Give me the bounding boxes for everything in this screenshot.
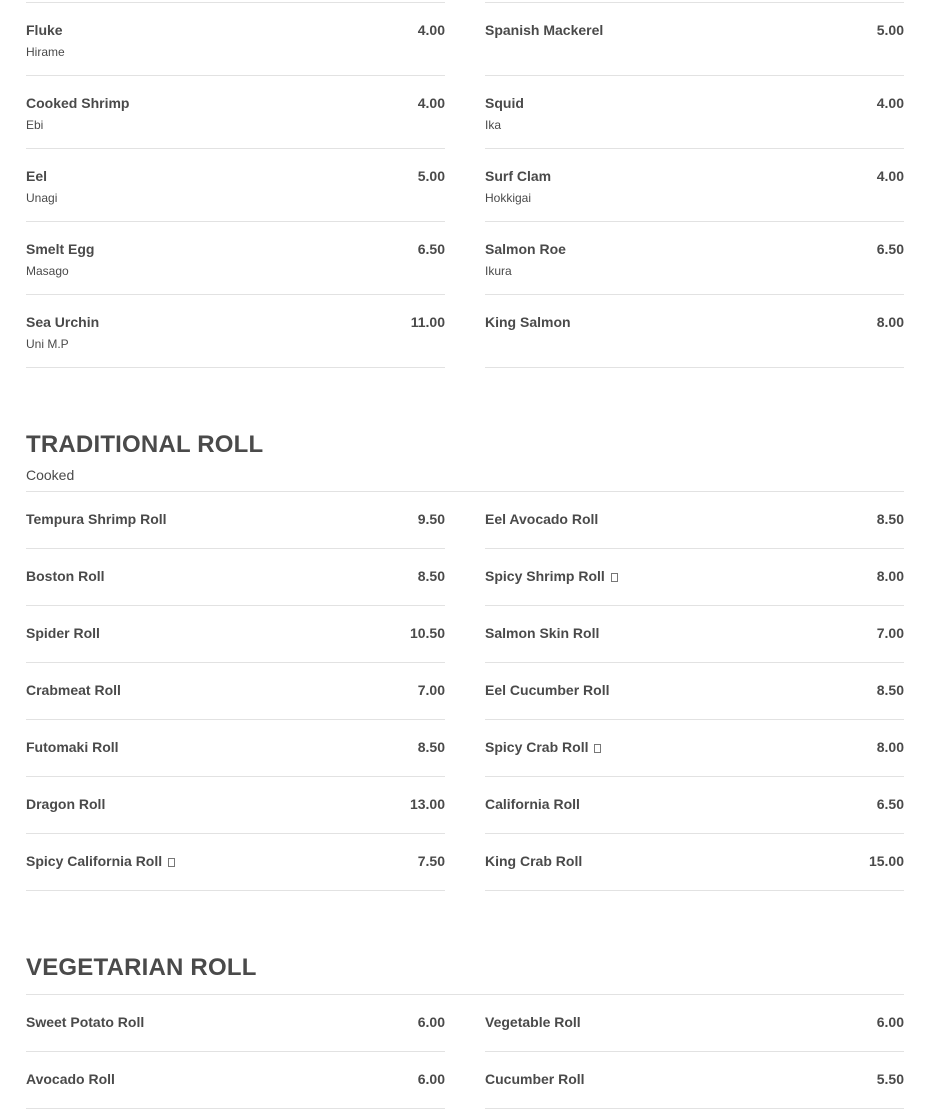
- item-price: 8.50: [417, 739, 445, 755]
- item-price: 8.00: [876, 739, 904, 755]
- item-price: 5.50: [876, 1071, 904, 1087]
- spicy-icon: [594, 744, 601, 753]
- menu-item[interactable]: [26, 1052, 445, 1109]
- item-price: 6.00: [417, 1014, 445, 1030]
- section-title: TRADITIONAL ROLL: [26, 431, 264, 458]
- item-japanese-name: Ika: [485, 118, 502, 132]
- item-name: Cooked Shrimp: [26, 95, 130, 111]
- item-price: 6.50: [876, 796, 904, 812]
- item-name: Smelt Egg: [26, 241, 95, 257]
- item-price: 11.00: [410, 314, 445, 330]
- item-name: Boston Roll: [26, 568, 105, 584]
- traditional-right-column: [485, 492, 904, 891]
- item-name: Spicy California Roll: [26, 853, 175, 869]
- item-japanese-name: Unagi: [26, 191, 58, 205]
- item-price: 8.00: [876, 568, 904, 584]
- item-price: 8.00: [876, 314, 904, 330]
- item-price: 8.50: [876, 682, 904, 698]
- section-title: VEGETARIAN ROLL: [26, 954, 257, 981]
- nigiri-left-column: [26, 3, 445, 368]
- menu-item[interactable]: [485, 295, 904, 368]
- item-name: Spicy Crab Roll: [485, 739, 601, 755]
- item-name: Tempura Shrimp Roll: [26, 511, 167, 527]
- item-name: Eel Cucumber Roll: [485, 682, 610, 698]
- item-price: 8.50: [876, 511, 904, 527]
- item-name: Vegetable Roll: [485, 1014, 581, 1030]
- item-name: Salmon Skin Roll: [485, 625, 600, 641]
- item-price: 6.00: [417, 1071, 445, 1087]
- item-price: 8.50: [417, 568, 445, 584]
- item-name: Crabmeat Roll: [26, 682, 121, 698]
- menu-item[interactable]: [485, 3, 904, 76]
- spicy-icon: [611, 573, 618, 582]
- item-name: Eel: [26, 168, 48, 184]
- menu-item[interactable]: [26, 995, 445, 1052]
- item-price: 7.00: [417, 682, 445, 698]
- item-price: 4.00: [876, 95, 904, 111]
- vegetarian-roll-section: [26, 956, 904, 980]
- item-price: 5.00: [876, 22, 904, 38]
- item-name: Squid: [485, 95, 524, 111]
- item-price: 6.00: [876, 1014, 904, 1030]
- item-price: 4.00: [876, 168, 904, 184]
- menu-item[interactable]: [26, 606, 445, 663]
- item-japanese-name: Ikura: [485, 264, 512, 278]
- item-japanese-name: Hokkigai: [485, 191, 532, 205]
- menu-item[interactable]: [26, 295, 445, 368]
- menu-item[interactable]: [485, 995, 904, 1052]
- nigiri-right-column: [485, 3, 904, 368]
- item-name: Futomaki Roll: [26, 739, 119, 755]
- item-name: California Roll: [485, 796, 580, 812]
- item-price: 10.50: [409, 625, 445, 641]
- item-price: 9.50: [417, 511, 445, 527]
- item-japanese-name: Masago: [26, 264, 69, 278]
- item-name: King Salmon: [485, 314, 571, 330]
- menu-item[interactable]: [26, 222, 445, 295]
- menu-item[interactable]: [26, 149, 445, 222]
- item-price: 5.00: [417, 168, 445, 184]
- item-name: Salmon Roe: [485, 241, 566, 257]
- item-japanese-name: Ebi: [26, 118, 44, 132]
- item-price: 4.00: [417, 22, 445, 38]
- menu-item[interactable]: [485, 663, 904, 720]
- menu-item[interactable]: [26, 663, 445, 720]
- item-price: 6.50: [417, 241, 445, 257]
- item-name: Surf Clam: [485, 168, 552, 184]
- menu-item[interactable]: [485, 222, 904, 295]
- item-name: Spider Roll: [26, 625, 100, 641]
- menu-item[interactable]: [26, 834, 445, 891]
- menu-item[interactable]: [26, 777, 445, 834]
- menu-item[interactable]: [485, 1052, 904, 1109]
- menu-item[interactable]: [485, 76, 904, 149]
- vegetarian-left-column: [26, 995, 445, 1109]
- menu-item[interactable]: [485, 549, 904, 606]
- item-price: 7.50: [417, 853, 445, 869]
- menu-item[interactable]: [26, 549, 445, 606]
- item-name: Fluke: [26, 22, 63, 38]
- menu-item[interactable]: [485, 777, 904, 834]
- traditional-roll-section: [26, 433, 904, 483]
- item-price: 15.00: [868, 853, 904, 869]
- vegetarian-right-column: [485, 995, 904, 1109]
- item-name: Spicy Shrimp Roll: [485, 568, 618, 584]
- nigiri-section: [26, 3, 904, 368]
- menu-item[interactable]: [26, 492, 445, 549]
- traditional-roll-items: [26, 492, 904, 891]
- menu-item[interactable]: [26, 76, 445, 149]
- menu-item[interactable]: [26, 720, 445, 777]
- menu-item[interactable]: [485, 149, 904, 222]
- item-name: Dragon Roll: [26, 796, 106, 812]
- item-name: Sweet Potato Roll: [26, 1014, 145, 1030]
- item-name: Eel Avocado Roll: [485, 511, 599, 527]
- item-price: 13.00: [409, 796, 445, 812]
- item-price: 6.50: [876, 241, 904, 257]
- menu-item[interactable]: [485, 492, 904, 549]
- item-price: 7.00: [876, 625, 904, 641]
- item-japanese-name: Hirame: [26, 45, 65, 59]
- vegetarian-roll-items: [26, 995, 904, 1109]
- item-japanese-name: Uni M.P: [26, 337, 69, 351]
- item-name: Spanish Mackerel: [485, 22, 604, 38]
- menu-item[interactable]: [26, 3, 445, 76]
- menu-item[interactable]: [485, 834, 904, 891]
- item-name: Sea Urchin: [26, 314, 100, 330]
- item-name: Avocado Roll: [26, 1071, 115, 1087]
- menu-item[interactable]: [485, 606, 904, 663]
- traditional-left-column: [26, 492, 445, 891]
- menu-item[interactable]: [485, 720, 904, 777]
- item-name: King Crab Roll: [485, 853, 583, 869]
- spicy-icon: [168, 858, 175, 867]
- item-price: 4.00: [417, 95, 445, 111]
- item-name: Cucumber Roll: [485, 1071, 585, 1087]
- section-subtitle: Cooked: [26, 467, 75, 483]
